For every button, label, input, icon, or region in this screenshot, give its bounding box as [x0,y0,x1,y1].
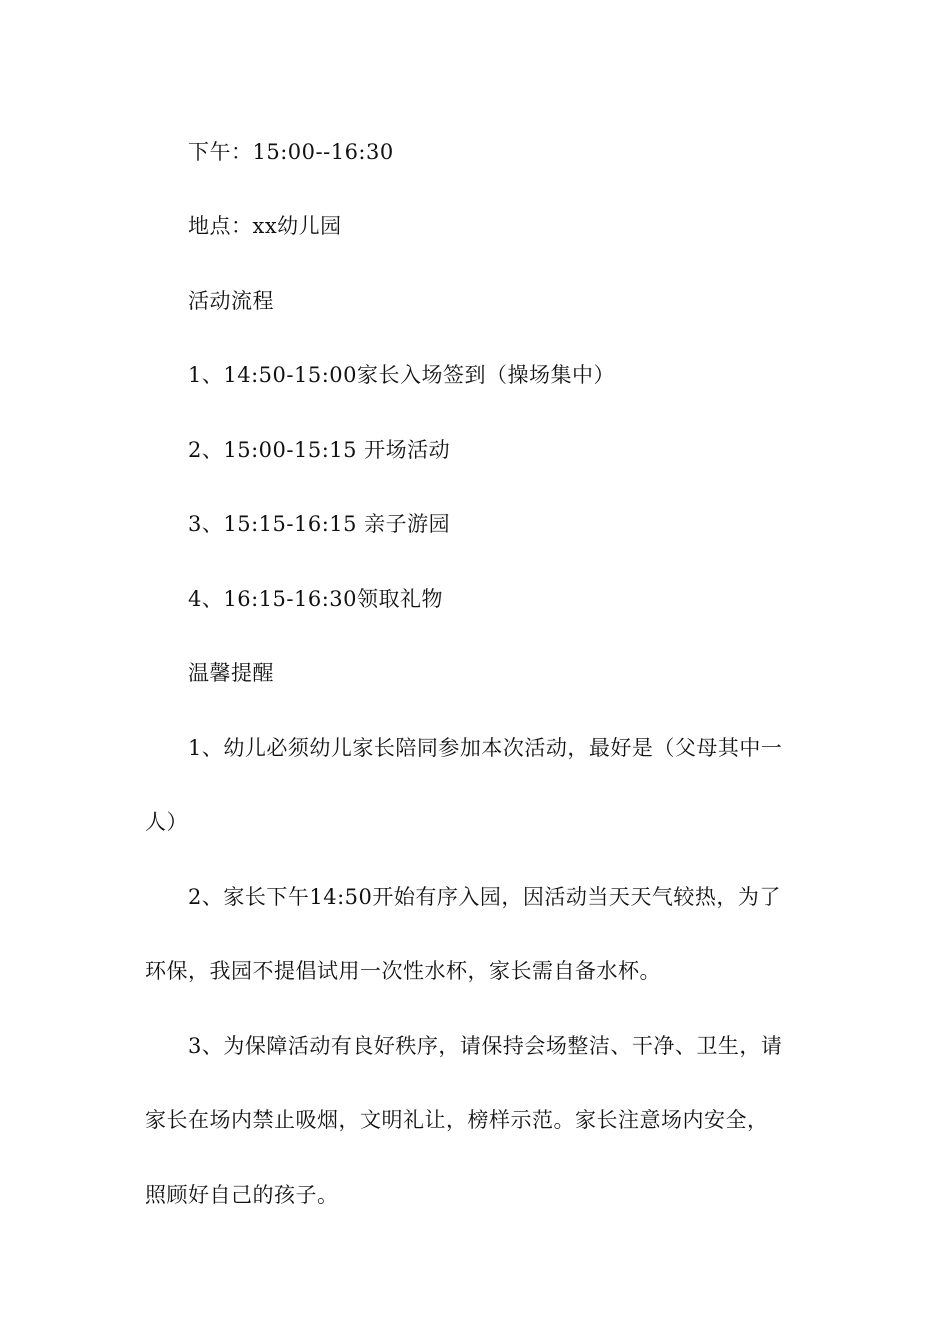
reminder-1-line-2: 人） [145,810,188,834]
schedule-item-1: 1、14:50-15:00家长入场签到（操场集中） [188,363,615,387]
reminder-3-line-1: 3、为保障活动有良好秩序，请保持会场整洁、干净、卫生，请 [188,1034,783,1058]
time-afternoon: 下午：15:00--16:30 [188,140,394,164]
schedule-item-3: 3、15:15-16:15 亲子游园 [188,512,451,536]
location: 地点：xx幼儿园 [188,214,342,238]
reminder-2-line-2: 环保，我园不提倡试用一次性水杯，家长需自备水杯。 [145,959,661,983]
reminder-2-line-1: 2、家长下午14:50开始有序入园，因活动当天天气较热，为了 [188,885,781,909]
schedule-item-4: 4、16:15-16:30领取礼物 [188,587,443,611]
reminder-1-line-1: 1、幼儿必须幼儿家长陪同参加本次活动，最好是（父母其中一 [188,736,783,760]
reminder-3-line-3: 照顾好自己的孩子。 [145,1183,339,1207]
section-heading-reminders: 温馨提醒 [188,661,274,685]
reminder-3-line-2: 家长在场内禁止吸烟，文明礼让，榜样示范。家长注意场内安全， [145,1108,769,1132]
section-heading-schedule: 活动流程 [188,289,274,313]
schedule-item-2: 2、15:00-15:15 开场活动 [188,438,451,462]
